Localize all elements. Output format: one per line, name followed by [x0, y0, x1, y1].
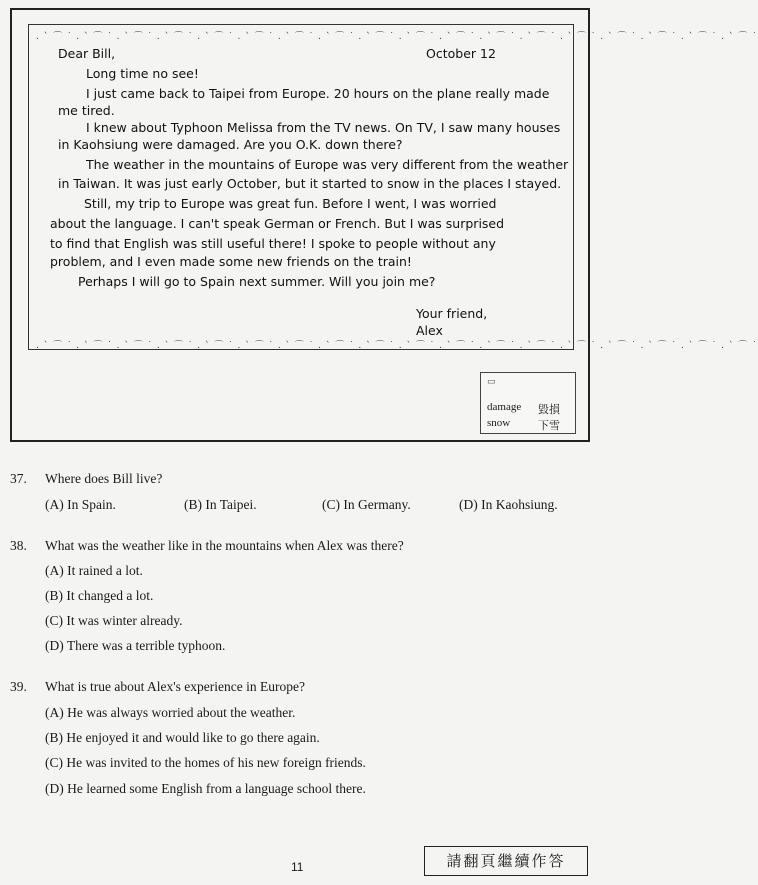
vocab-word: snow	[487, 417, 511, 429]
answer-option[interactable]: (C) It was winter already.	[45, 613, 183, 628]
answer-option[interactable]: (A) It rained a lot.	[45, 563, 143, 578]
answer-option[interactable]: (D) There was a terrible typhoon.	[45, 638, 226, 653]
answer-option[interactable]: (A) He was always worried about the weather.	[45, 705, 296, 720]
letter-line: I just came back to Taipei from Europe. 20 hours on the plane really made	[86, 86, 550, 101]
decorative-border-top: . ` ⌒ ˙ . ` ⌒ ˙ . ` ⌒ ˙ . ` ⌒ ˙ . ` ⌒ ˙ . ` ⌒ ˙ . ` ⌒ ˙ . ` ⌒ ˙ . ` ⌒ ˙ . ` ⌒ ˙ . ` ⌒ ˙ . ` ⌒ ˙ . ` ⌒ ˙ . ` ⌒ ˙ . ` ⌒ ˙ . ` ⌒ ˙ . ` ⌒ ˙ . ` ⌒ ˙	[36, 32, 758, 42]
letter-signature: Alex	[416, 323, 443, 338]
question-number: 38.	[10, 538, 27, 553]
question-text: Where does Bill live?	[45, 471, 163, 486]
letter-line: The weather in the mountains of Europe was very different from the weather	[86, 157, 569, 172]
vocab-word: damage	[487, 401, 522, 413]
letter-line: me tired.	[58, 103, 115, 118]
letter-line: in Kaohsiung were damaged. Are you O.K. down there?	[58, 137, 403, 152]
answer-option[interactable]: (D) In Kaohsiung.	[459, 497, 558, 512]
answer-option[interactable]: (A) In Spain.	[45, 497, 116, 512]
letter-line: to find that English was still useful there! I spoke to people without any	[50, 236, 496, 251]
letter-line: Long time no see!	[86, 66, 199, 81]
question-number: 37.	[10, 471, 27, 486]
question-text: What was the weather like in the mountains when Alex was there?	[45, 538, 404, 553]
letter-line: in Taiwan. It was just early October, but it started to snow in the places I stayed.	[58, 176, 562, 191]
answer-option[interactable]: (D) He learned some English from a language school there.	[45, 781, 366, 796]
answer-option[interactable]: (B) In Taipei.	[184, 497, 257, 512]
decorative-border-bottom: . ` ⌒ ˙ . ` ⌒ ˙ . ` ⌒ ˙ . ` ⌒ ˙ . ` ⌒ ˙ . ` ⌒ ˙ . ` ⌒ ˙ . ` ⌒ ˙ . ` ⌒ ˙ . ` ⌒ ˙ . ` ⌒ ˙ . ` ⌒ ˙ . ` ⌒ ˙ . ` ⌒ ˙ . ` ⌒ ˙ . ` ⌒ ˙ . ` ⌒ ˙ . ` ⌒ ˙	[36, 341, 758, 351]
letter-line: Perhaps I will go to Spain next summer. Will you join me?	[78, 274, 436, 289]
letter-line: Still, my trip to Europe was great fun. Before I went, I was worried	[84, 196, 497, 211]
letter-date: October 12	[426, 46, 496, 61]
answer-option[interactable]: (C) In Germany.	[322, 497, 411, 512]
page-number: 11	[291, 860, 304, 874]
answer-option[interactable]: (C) He was invited to the homes of his new foreign friends.	[45, 755, 366, 770]
letter-salutation: Dear Bill,	[58, 46, 116, 61]
answer-option[interactable]: (B) He enjoyed it and would like to go there again.	[45, 730, 320, 745]
continue-note: 請翻頁繼續作答	[424, 846, 588, 876]
answer-option[interactable]: (B) It changed a lot.	[45, 588, 154, 603]
vocabulary-box-header: ▭	[487, 377, 496, 387]
letter-closing: Your friend,	[416, 306, 488, 321]
question-number: 39.	[10, 679, 27, 694]
question-text: What is true about Alex's experience in Europe?	[45, 679, 305, 694]
vocab-translation: 下雪	[538, 419, 560, 432]
vocab-translation: 毀損	[538, 403, 560, 416]
letter-line: problem, and I even made some new friends on the train!	[50, 254, 412, 269]
vocabulary-box	[480, 372, 576, 434]
letter-line: I knew about Typhoon Melissa from the TV news. On TV, I saw many houses	[86, 120, 561, 135]
letter-line: about the language. I can't speak German or French. But I was surprised	[50, 216, 505, 231]
